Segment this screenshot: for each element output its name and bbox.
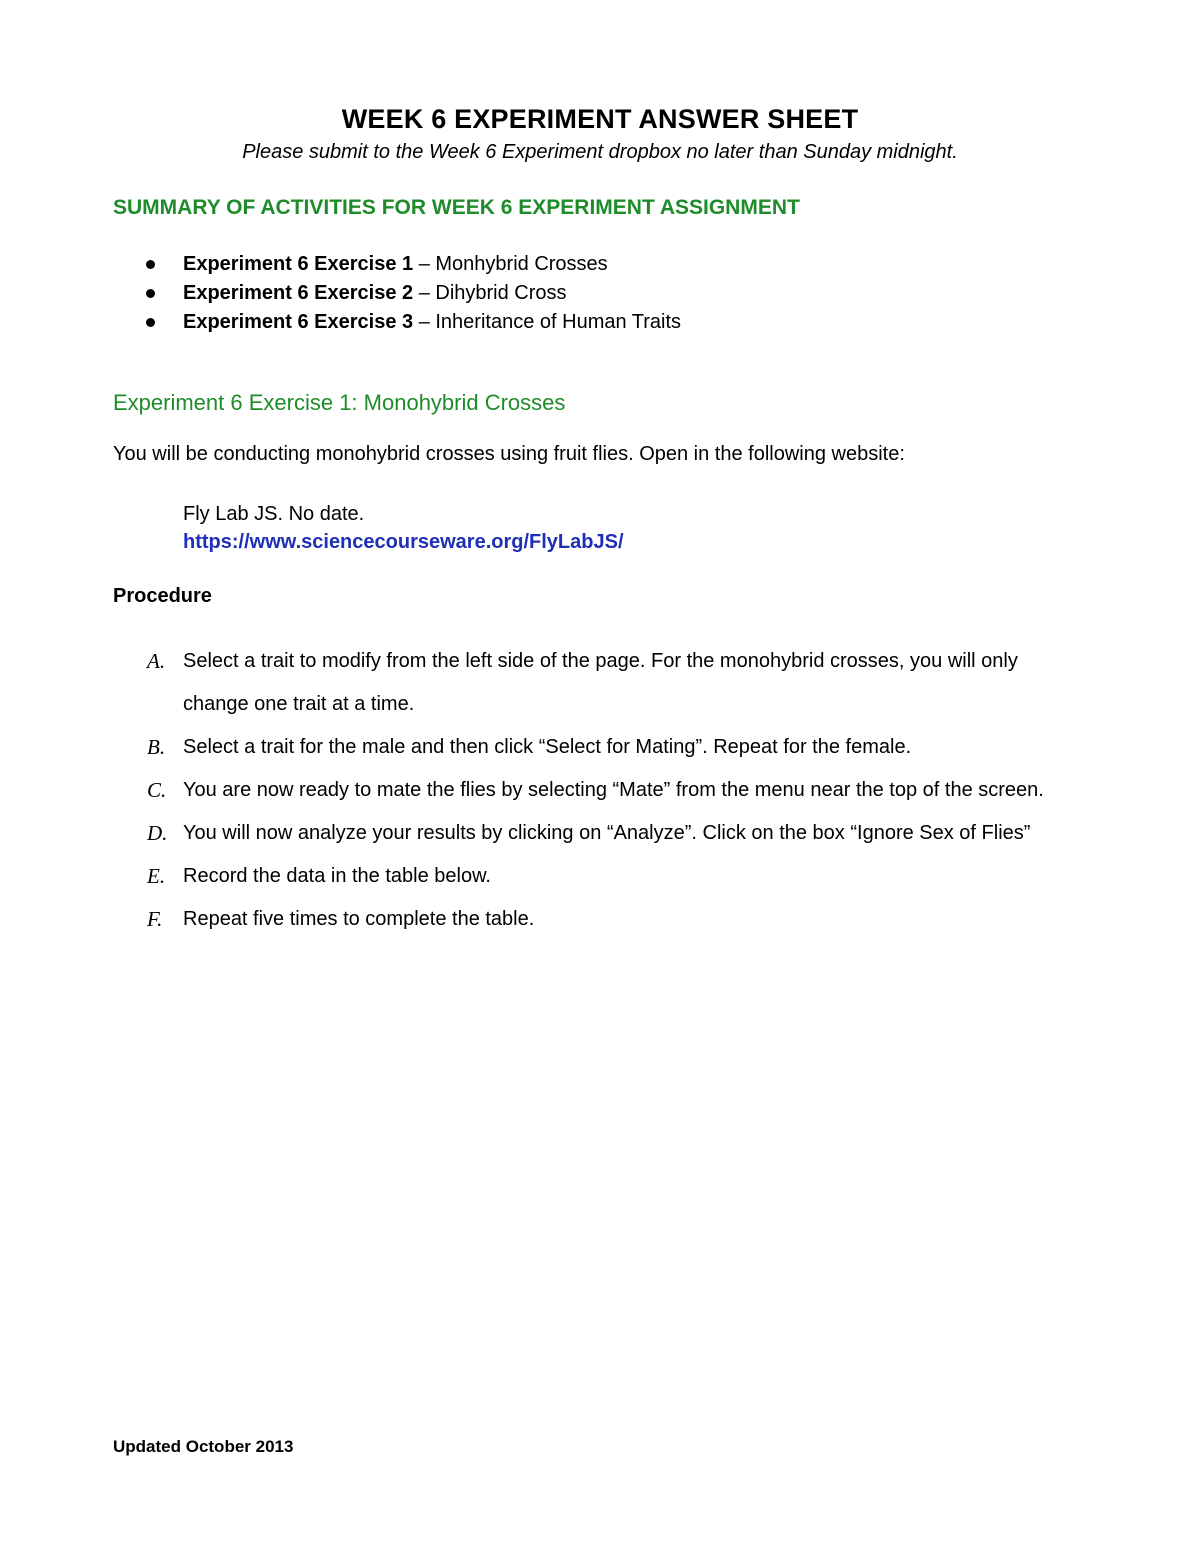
step-letter: C.: [147, 778, 167, 802]
step-text: You are now ready to mate the flies by selecting “Mate” from the menu near the top of the screen.: [183, 779, 1044, 801]
exercise-intro: You will be conducting monohybrid crosses using fruit flies. Open in the following website:: [113, 443, 905, 465]
step-text: Repeat five times to complete the table.: [183, 908, 535, 930]
citation-block: [183, 500, 624, 556]
footer-updated: Updated October 2013: [113, 1437, 294, 1456]
list-item-bold: Experiment 6 Exercise 1: [183, 253, 414, 275]
procedure-heading: Procedure: [113, 585, 212, 607]
step-text: Select a trait to modify from the left side of the page. For the monohybrid crosses, you will only change one trait at a time.: [183, 650, 1018, 715]
step-text: You will now analyze your results by clicking on “Analyze”. Click on the box “Ignore Sex of Flies”: [183, 822, 1031, 844]
procedure-step: [113, 855, 1073, 898]
list-item: [113, 280, 681, 309]
step-letter: F.: [147, 907, 163, 931]
list-item-text: – Inheritance of Human Traits: [413, 311, 682, 333]
flylab-link[interactable]: https://www.sciencecourseware.org/FlyLabJS/: [183, 531, 624, 553]
bullet-icon: [146, 318, 155, 327]
step-letter: D.: [147, 821, 168, 845]
list-item-text: – Dihybrid Cross: [413, 282, 567, 304]
step-letter: B.: [147, 735, 166, 759]
procedure-step: [113, 726, 1073, 769]
bullet-icon: [146, 260, 155, 269]
exercise-heading: Experiment 6 Exercise 1: Monohybrid Crosses: [113, 390, 566, 415]
summary-list: [113, 251, 681, 338]
step-text: Record the data in the table below.: [183, 865, 491, 887]
step-letter: E.: [147, 864, 166, 888]
procedure-step: [113, 812, 1073, 855]
page-title: WEEK 6 EXPERIMENT ANSWER SHEET: [341, 104, 859, 134]
procedure-step: [113, 769, 1073, 812]
summary-heading: SUMMARY OF ACTIVITIES FOR WEEK 6 EXPERIMENT ASSIGNMENT: [113, 196, 800, 219]
list-item: [113, 309, 681, 338]
procedure-steps: [113, 640, 1073, 941]
step-letter: A.: [147, 649, 166, 673]
procedure-step: [113, 640, 1073, 726]
citation-text: Fly Lab JS. No date.: [183, 503, 365, 525]
list-item-text: – Monhybrid Crosses: [413, 253, 608, 275]
page-subtitle: Please submit to the Week 6 Experiment dropbox no later than Sunday midnight.: [242, 141, 958, 163]
list-item: [113, 251, 681, 280]
list-item-bold: Experiment 6 Exercise 2: [183, 282, 414, 304]
procedure-step: [113, 898, 1073, 941]
bullet-icon: [146, 289, 155, 298]
list-item-bold: Experiment 6 Exercise 3: [183, 311, 414, 333]
step-text: Select a trait for the male and then click “Select for Mating”. Repeat for the female.: [183, 736, 912, 758]
